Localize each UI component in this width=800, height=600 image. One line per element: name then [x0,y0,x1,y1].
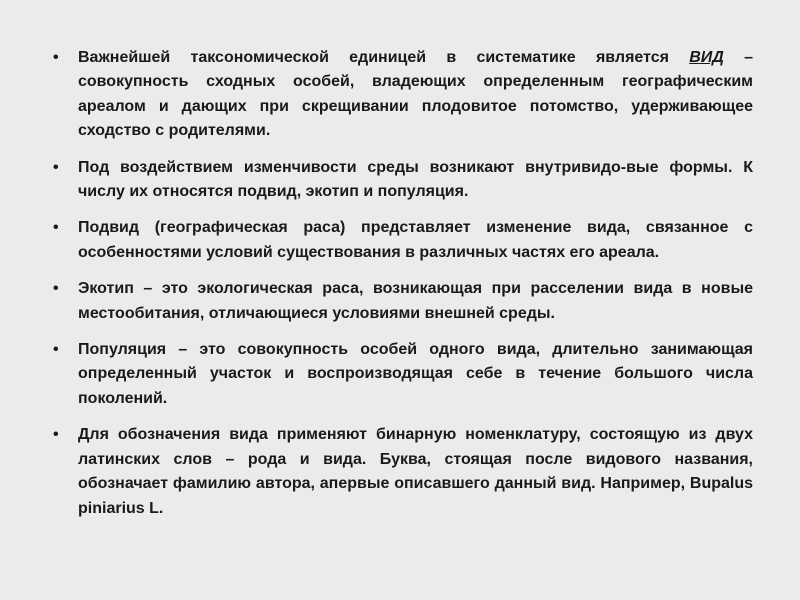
bullet-item-subspecies [53,216,753,265]
bullet-dot-icon: • [53,219,59,237]
bullet-dot-icon: • [53,341,59,359]
bullet-text: Популяция – это совокупность особей одного вида, длительно занимающая определенный участок и воспроизводящая себе в течение большого числа поколений. [78,341,753,407]
bullet-dot-icon: • [53,158,59,176]
bullet-text: Подвид (географическая раса) представляет изменение вида, связанное с особенностями условий существования в различных частях его ареала. [78,219,753,261]
bullet-dot-icon: • [53,280,59,298]
bullet-item-ecotype [53,277,753,326]
bullet-text: Под воздействием изменчивости среды возникают внутривидо-вые формы. К числу их относятся подвид, экотип и популяция. [78,158,753,201]
bullet-text: Для обозначения вида применяют бинарную номенклатуру, состоящую из двух латинских слов – рода и вида. Буква, стоящая после видового названия, обозначает фамилию автора, апервые описавшего данный вид. Например, Bupalus piniarius L. [78,426,753,517]
term-vid: ВИД [689,49,724,66]
bullet-dot-icon: • [53,426,59,444]
bullet-text-after: – совокупность сходных особей, владеющих определенным географическим ареалом и дающих при скрещивании плодовитое потомство, удерживающее сходство с родителями. [78,49,753,140]
bullet-dot-icon: • [53,49,59,66]
bullet-item-population [53,338,753,411]
bullet-text-before: Важнейшей таксономической единицей в систематике является [78,49,690,66]
bullet-item-binomial-nomenclature [53,423,753,521]
bullet-list [53,46,753,533]
bullet-item-vid-definition [53,46,753,144]
bullet-text: Экотип – это экологическая раса, возникающая при расселении вида в новые местообитания, отличающиеся условиями внешней среды. [78,280,753,322]
bullet-item-intraspecific-forms [53,156,753,205]
